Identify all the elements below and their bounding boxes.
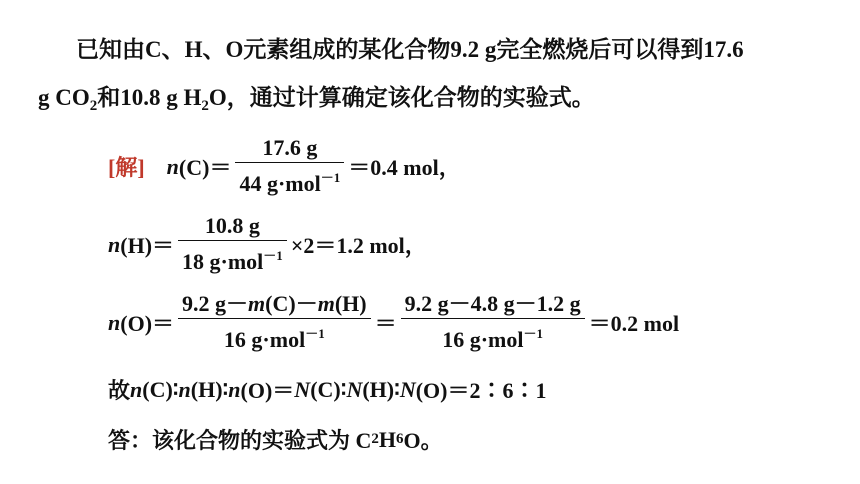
mole-ratio-line: 故 n (C)∶ n (H)∶ n (O)＝ N (C)∶ N (H)∶ N (O)＝2∶6∶1 (108, 376, 547, 403)
question-line-2: g $CO_2$和10.8 g $H_2O$，通过计算确定该化合物的实验式。 (38, 85, 595, 114)
question-line-1 (76, 36, 744, 64)
question-text-1: 已知由C、H、O元素组成的某化合物9.2 g完全燃烧后可以得到17.6 (76, 37, 744, 62)
fraction-2: $\frac{10.8 g}{18 g\cdot mol^{-1}}$ (178, 214, 287, 275)
equation-n-o: n (O)＝ $\frac{9.2 g-m(C)-m(H)}{16 g\cdot mol^{-1}}$ ＝ $\frac{9.2 g-4.8 g-1.2 g}{16 g\cdot mol^{-1}}$ ＝0.2 mol (108, 291, 680, 352)
fraction-1: $\frac{17.6 g}{44 g\cdot mol^{-1}}$ (235, 136, 344, 197)
solution-tag: [解] (108, 155, 145, 180)
fraction-3: $\frac{9.2 g-m(C)-m(H)}{16 g\cdot mol^{-1}}$ (178, 292, 371, 353)
equation-n-c: [解] n (C)＝ $\frac{17.6 g}{44 g\cdot mol^{-1}}$ ＝0.4 mol， (108, 135, 461, 196)
equation-n-h: n (H)＝ $\frac{10.8 g}{18 g\cdot mol^{-1}}$ ×2＝1.2 mol， (108, 213, 427, 274)
answer-line: 答：该化合物的实验式为 C 2 H 6 O。 (108, 426, 443, 453)
fraction-4: $\frac{9.2 g-4.8 g-1.2 g}{16 g\cdot mol^{-1}}$ (401, 292, 585, 353)
